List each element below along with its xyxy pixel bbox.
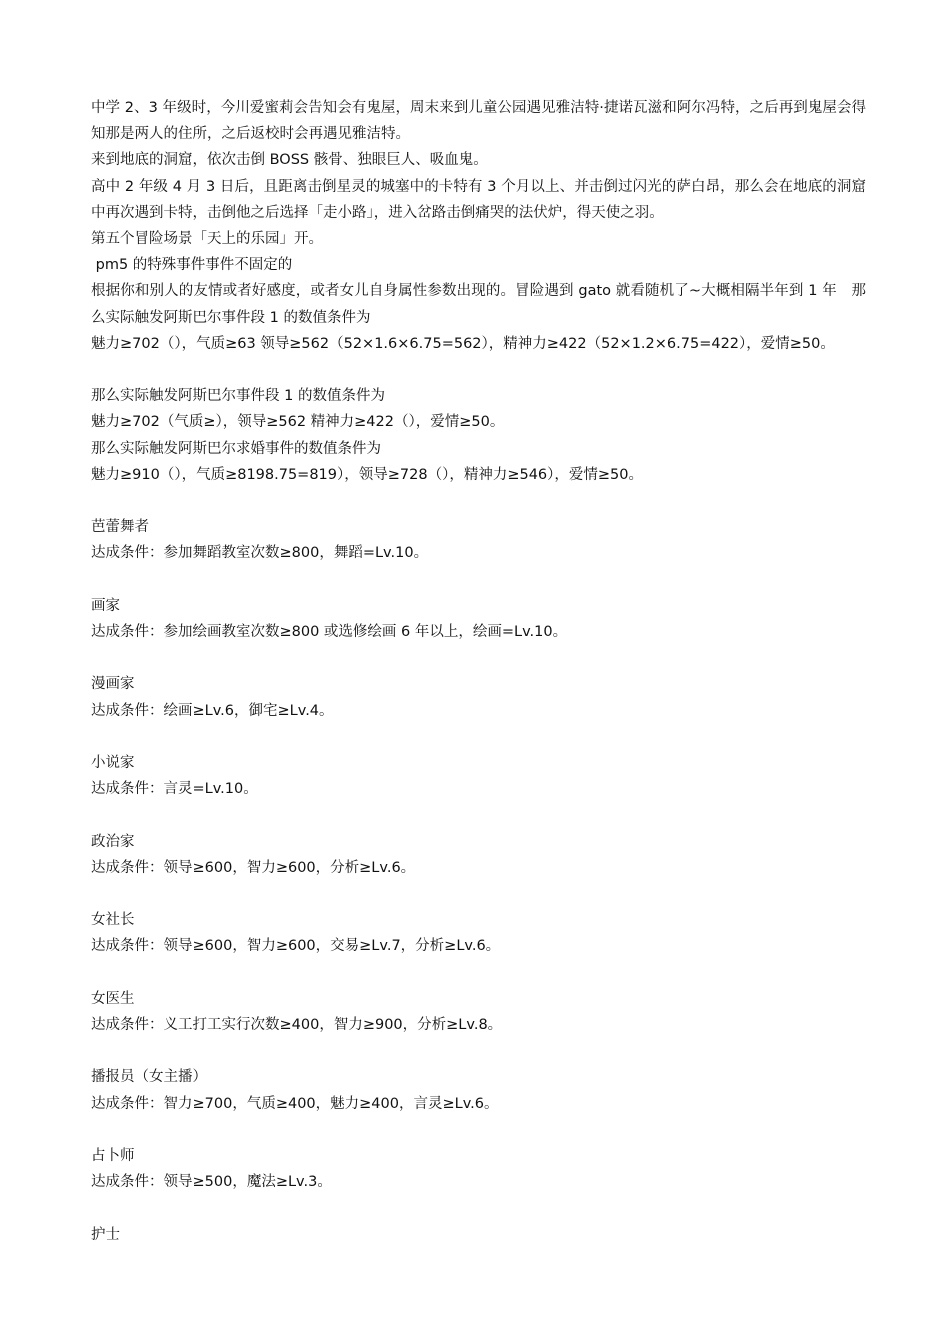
spacer	[91, 802, 866, 828]
asbar-line-4: 魅力≥910（），气质≥8198.75=819），领导≥728（），精神力≥546），爱情≥50。	[91, 466, 644, 483]
intro-paragraph-3: 高中 2 年级 4 月 3 日后，且距离击倒星灵的城塞中的卡特有 3 个月以上、并击倒过闪光的萨白昂，那么会在地底的洞窟中再次遇到卡特，击倒他之后选择「走小路」，进入岔路击倒痛哭的法伏炉，得天使之羽。	[91, 178, 866, 221]
spacer	[91, 1117, 866, 1143]
career-condition: 达成条件：参加舞蹈教室次数≥800，舞蹈=Lv.10。	[91, 545, 429, 562]
career-condition: 达成条件：领导≥500，魔法≥Lv.3。	[91, 1174, 332, 1191]
spacer	[91, 1195, 866, 1221]
career-title: 漫画家	[91, 676, 135, 693]
career-condition: 达成条件：参加绘画教室次数≥800 或选修绘画 6 年以上，绘画=Lv.10。	[91, 624, 568, 641]
asbar-line-3: 那么实际触发阿斯巴尔求婚事件的数值条件为	[91, 440, 381, 457]
intro-paragraph-2: 来到地底的洞窟，依次击倒 BOSS 骸骨、独眼巨人、吸血鬼。	[91, 152, 488, 169]
career-title: 小说家	[91, 755, 135, 771]
spacer	[91, 645, 866, 671]
intro-paragraph-5: pm5 的特殊事件事件不固定的	[91, 257, 293, 274]
asbar-line-1: 那么实际触发阿斯巴尔事件段 1 的数值条件为	[91, 388, 385, 405]
intro-paragraph-6: 根据你和别人的友情或者好感度，或者女儿自身属性参数出现的。冒险遇到 gato 就看随机了~大概相隔半年到 1 年 那么实际触发阿斯巴尔事件段 1 的数值条件为	[91, 283, 866, 326]
career-condition: 达成条件：智力≥700，气质≥400，魅力≥400，言灵≥Lv.6。	[91, 1095, 499, 1112]
spacer	[91, 1038, 866, 1064]
intro-paragraph-7: 魅力≥702（），气质≥63 领导≥562（52×1.6×6.75=562），精神力≥422（52×1.2×6.75=422），爱情≥50。	[91, 335, 835, 352]
career-title: 播报员（女主播）	[91, 1069, 207, 1086]
career-condition: 达成条件：领导≥600，智力≥600，交易≥Lv.7，分析≥Lv.6。	[91, 938, 501, 955]
asbar-line-2: 魅力≥702（气质≥），领导≥562 精神力≥422（），爱情≥50。	[91, 414, 505, 431]
career-title: 政治家	[91, 833, 135, 850]
career-title: 女社长	[91, 912, 135, 929]
document-page	[91, 95, 866, 1248]
spacer	[91, 488, 866, 514]
career-condition: 达成条件：言灵=Lv.10。	[91, 781, 258, 798]
career-condition: 达成条件：领导≥600，智力≥600，分析≥Lv.6。	[91, 859, 416, 876]
career-title: 女医生	[91, 990, 135, 1007]
intro-paragraph-1: 中学 2、3 年级时，今川爱蜜莉会告知会有鬼屋，周末来到儿童公园遇见雅洁特·捷诺瓦滋和阿尔冯特，之后再到鬼屋会得知那是两人的住所，之后返校时会再遇见雅洁特。	[91, 100, 866, 143]
intro-paragraph-4: 第五个冒险场景「天上的乐园」开。	[91, 231, 323, 248]
career-title: 芭蕾舞者	[91, 519, 149, 536]
career-title: 占卜师	[91, 1147, 135, 1164]
career-title: 护士	[91, 1226, 120, 1243]
spacer	[91, 724, 866, 750]
career-title: 画家	[91, 597, 120, 614]
career-condition: 达成条件：绘画≥Lv.6，御宅≥Lv.4。	[91, 702, 334, 719]
spacer	[91, 881, 866, 907]
spacer	[91, 567, 866, 593]
spacer	[91, 357, 866, 383]
spacer	[91, 960, 866, 986]
career-condition: 达成条件：义工打工实行次数≥400，智力≥900，分析≥Lv.8。	[91, 1016, 503, 1033]
